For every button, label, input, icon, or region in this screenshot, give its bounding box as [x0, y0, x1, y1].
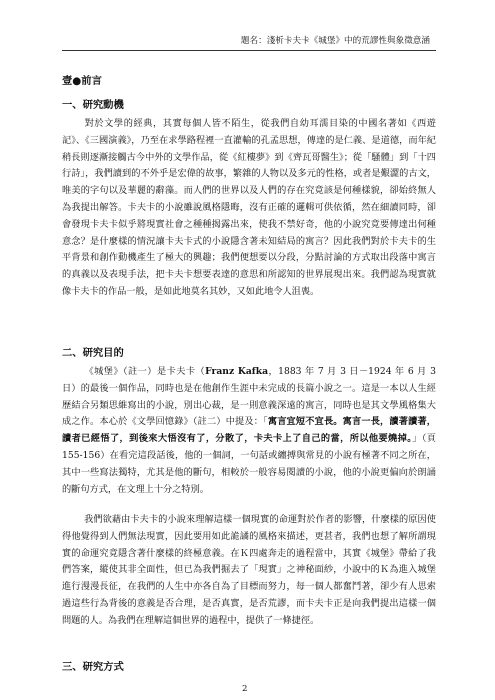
paragraph-motivation: [62, 116, 436, 301]
paragraph-purpose-text-2: ，1883 年 7 月 3 日－1924 年 6 月 3 日）的最後一個作品，同時也是在他創作生涯中未完成的長篇小說之一。這是一本以人生經歷結合另類思維寫出的小說，別出心裁，是一則意義深遠的寓言，同時也是其文學風格集大成之作。本心於《文學回憶錄》（註二）中提及：「: [62, 366, 436, 428]
header-rule: [62, 50, 436, 51]
paragraph-purpose-continued: [62, 512, 436, 630]
author-name: Franz Kafka: [205, 366, 269, 377]
paragraph-motivation-text: 對於文學的經典，其實每個人皆不陌生，從我們自幼耳濡目染的中國名著如《西遊記》、《三國演義》，乃至在求學路程裡一直灌輸的孔孟思想，傳達的是仁義、是道德，而年紀稍長則逐漸接觸古今中外的文學作品，從《紅樓夢》到《齊瓦哥醫生》；從「騷體」到「十四行詩」，我們讀到的不外乎是宏偉的故事，繁雜的人物以及多元的性格，或者是艱澀的古文，唯美的字句以及華麗的辭藻。而人們的世界以及人們的存在究竟該是何種樣貌，卻始終無人為我提出解答。卡夫卡的小說雖說風格隱晦，沒有正確的邏輯可供依循，然在細讀同時，卻會發現卡夫卡似乎將現實社會之種種揭露出來，使我不禁好奇，他的小說究竟要傳達出何種意念？是什麼樣的情況讓卡夫卡式的小說隱含著未知結局的寓言？因此我們對於卡夫卡的生平背景和創作動機產生了極大的興趣；我們便想要以分段，分點討論的方式取出段落中寓言的真義以及表現手法，把卡夫卡想要表達的意思和所認知的世界展現出來。我們認為現實就像卡夫卡的作品一般，是如此地莫名其妙，又如此地令人沮喪。: [62, 118, 436, 297]
section-heading-purpose: 二、研究目的: [62, 347, 124, 359]
paragraph-purpose-text-1: 《城堡》（註一）是卡夫卡（: [84, 366, 206, 377]
section-heading-preface: 壹●前言: [62, 75, 102, 87]
quoted-passage: 寓言宜短不宜長。寓言一長，讀著讀著，讀者已經悟了，到後來大悟沒有了，分散了，卡夫卡上了自己的當，所以他要燒掉。: [62, 416, 436, 445]
header-title: 題名：淺析卡夫卡《城堡》中的荒謬性與象徵意涵: [240, 36, 430, 46]
page-number: 2: [242, 684, 248, 694]
paragraph-purpose-text-3: 」（頁 155-156）在看完這段話後，他的一個詞，一句話或纏搏與常見的小說有極著不同之所在，其中一些寫法獨特，尤其是他的斷句，相較於一般容易閱讀的小說，他的小說更偏向於朗誦的斷句方式，在文理上十分之特別。: [62, 433, 436, 495]
paragraph-purpose: [62, 364, 436, 498]
section-heading-motivation: 一、研究動機: [62, 99, 124, 111]
section-heading-method: 三、研究方式: [62, 661, 124, 673]
paragraph-purpose-continued-text: 我們欲藉由卡夫卡的小說來理解這樣一個現實的命運對於作者的影響，什麼樣的原因使得他覺得到人們無法現實，因此要用如此詭譎的風格來描述，更甚者，我們也想了解所謂現實的命運究竟隱含著什麼樣的終極意義。在Ｋ四處奔走的過程當中，其實《城堡》帶給了我們答案，縱使其非全面性，但已為我們掘去了「現實」之神秘面紗，小說中的Ｋ為進入城堡進行漫漫長征，在我們的人生中亦各自為了目標而努力，每一個人都奮鬥著，卻少有人思索過這些行為背後的意義是否合理，是否真實，是否荒謬，而卡夫卡正是向我們提出這樣一個問題的人。為我們在理解這個世界的過程中，提供了一條捷徑。: [62, 514, 436, 626]
